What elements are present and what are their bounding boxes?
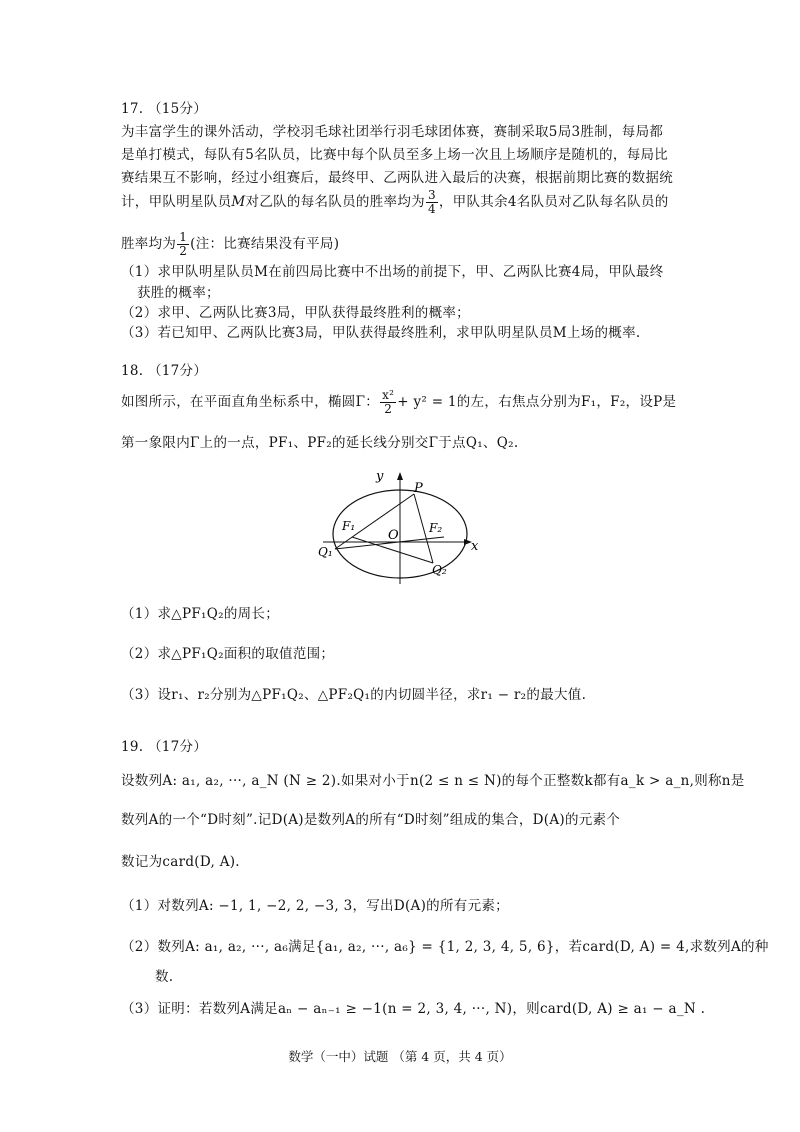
fraction-three-quarters: [426, 189, 438, 216]
q18-text-line-2: 第一象限内Γ上的一点，PF₁、PF₂的延长线分别交Γ于点Q₁、Q₂.: [121, 435, 519, 451]
q19-header: 19. （17分）: [121, 739, 208, 755]
q19-text-line-1: 设数列A: a₁, a₂, ···, a_N (N ≥ 2).如果对小于n(2 ≤ n ≤ N)的每个正整数k都有a_k > a_n,则称n是: [121, 773, 745, 789]
y-axis-arrow: [397, 472, 403, 480]
q17-part-1-cont: 获胜的概率；: [137, 285, 220, 301]
frac1-denominator: 4: [427, 202, 436, 216]
frac1-numerator: 3: [427, 188, 436, 202]
q19-text-line-3: 数记为card(D, A).: [121, 854, 240, 870]
label-y: y: [376, 469, 384, 484]
ellipse-fraction-num: x²: [382, 388, 395, 402]
q18-l1a: 如图所示，在平面直角坐标系中，椭圆Γ：: [121, 394, 380, 410]
q18-header: 18. （17分）: [121, 363, 208, 379]
q19-part-1: （1）对数列A: −1, 1, −2, 2, −3, 3，写出D(A)的所有元素；: [121, 898, 509, 914]
q18-text-line-1: [121, 388, 691, 416]
q17-l5b: (注：比赛结果没有平局): [190, 236, 340, 252]
q17-text-line-4: [121, 188, 691, 216]
ellipse-figure: [318, 466, 488, 586]
q19-text-line-2: 数列A的一个“D时刻”.记D(A)是数列A的所有“D时刻”组成的集合，D(A)的元素个: [121, 812, 621, 828]
q17-part-1: （1）求甲队明星队员M在前四局比赛中不出场的前提下，甲、乙两队比赛4局，甲队最终: [121, 264, 664, 280]
label-x: x: [471, 539, 479, 554]
q18-part-2: （2）求△PF₁Q₂面积的取值范围；: [121, 646, 335, 662]
q17-header: 17. （15分）: [121, 101, 208, 117]
q17-text-line-2: 是单打模式，每队有5名队员，比赛中每个队员至多上场一次且上场顺序是随机的，每局比: [121, 147, 669, 163]
q17-text-line-1: 为丰富学生的课外活动，学校羽毛球社团举行羽毛球团体赛，赛制采取5局3胜制，每局都: [121, 124, 664, 140]
q17-l4d: ，甲队其余4名队员对乙队每名队员的: [438, 194, 669, 210]
q17-text-line-5: [121, 230, 691, 258]
q18-part-3: （3）设r₁、r₂分别为△PF₁Q₂、△PF₂Q₁的内切圆半径，求r₁ − r₂的最大值.: [121, 687, 587, 703]
q17-text-line-3: 赛结果互不影响，经过小组赛后，最终甲、乙两队进入最后的决赛，根据前期比赛的数据统: [121, 170, 673, 186]
label-q2: Q₂: [432, 563, 447, 577]
q17-part-3: （3）若已知甲、乙两队比赛3局，甲队获得最终胜利，求甲队明星队员M上场的概率.: [121, 325, 641, 341]
ellipse-fraction-den: 2: [384, 402, 393, 416]
ellipse-fraction: [380, 389, 396, 416]
q18-l1b: + y² = 1的左，右焦点分别为F₁，F₂，设P是: [397, 394, 677, 410]
q17-l4a: 计，甲队明星队员: [121, 194, 232, 210]
frac2-numerator: 1: [179, 230, 188, 244]
label-f2: F₂: [429, 521, 443, 535]
q19-part-3: （3）证明：若数列A满足aₙ − aₙ₋₁ ≥ −1(n = 2, 3, 4, ···, N)，则card(D, A) ≥ a₁ − a_N .: [121, 1001, 706, 1017]
fraction-one-half: [177, 231, 189, 258]
q17-var-m: M: [231, 194, 246, 210]
q18-part-1: （1）求△PF₁Q₂的周长；: [121, 606, 280, 622]
q17-l5a: 胜率均为: [121, 236, 177, 252]
label-f1: F₁: [342, 519, 356, 533]
label-q1: Q₁: [318, 545, 333, 559]
label-o: O: [388, 528, 399, 543]
label-p: P: [414, 481, 423, 496]
q17-l4c: 对乙队的每名队员的胜率均为: [245, 194, 425, 210]
q19-part-2-cont: 数.: [155, 969, 174, 985]
frac2-denominator: 2: [179, 244, 188, 258]
q19-part-2: （2）数列A: a₁, a₂, ···, a₆满足{a₁, a₂, ···, a₆} = {1, 2, 3, 4, 5, 6}，若card(D, A) = 4,求数列A的种: [121, 939, 769, 955]
q17-part-2: （2）求甲、乙两队比赛3局，甲队获得最终胜利的概率；: [121, 305, 470, 321]
page-footer: 数学（一中）试题 （第 4 页，共 4 页）: [288, 1049, 512, 1064]
